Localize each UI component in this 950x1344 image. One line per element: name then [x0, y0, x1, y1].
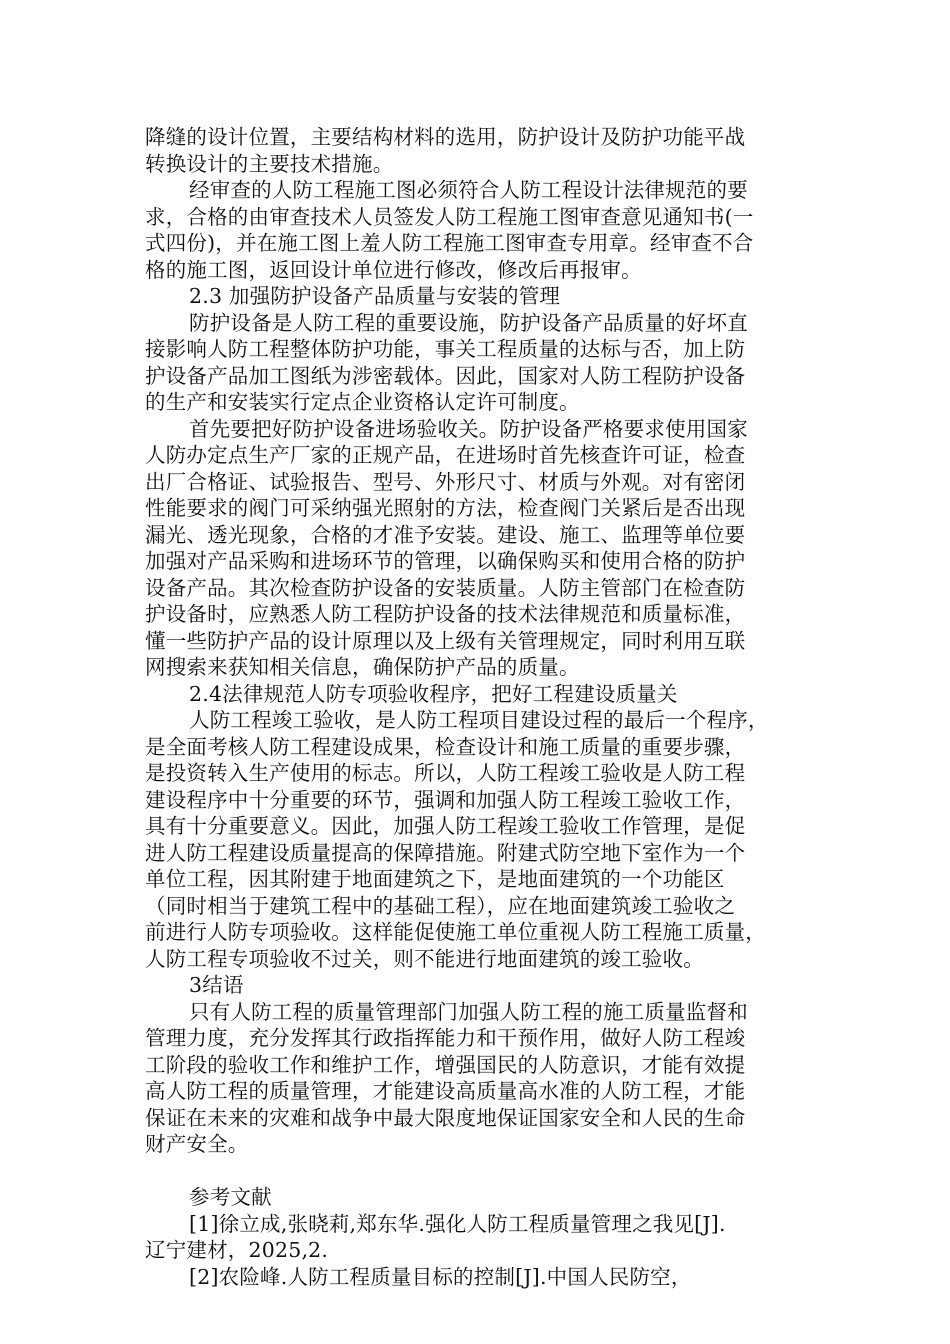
text-line: 是投资转入生产使用的标志。所以，人防工程竣工验收是人防工程	[145, 761, 746, 785]
text-line: 前进行人防专项验收。这样能促使施工单位重视人防工程施工质量，	[145, 920, 766, 944]
text-line: [1]徐立成,张晓莉,郑东华.强化人防工程质量管理之我见[J].	[189, 1211, 726, 1236]
text-line: 出厂合格证、试验报告、型号、外形尺寸、材质与外观。对有密闭	[145, 469, 746, 494]
text-line: 性能要求的阀门可采纳强光照射的方法，检查阀门关紧后是否出现	[145, 496, 746, 520]
text-line: 防护设备是人防工程的重要设施，防护设备产品质量的好坏直	[189, 310, 748, 335]
text-line: 人防工程专项验收不过关，则不能进行地面建筑的竣工验收。	[145, 946, 704, 971]
document-body	[145, 124, 805, 1290]
text-line: 护设备时，应熟悉人防工程防护设备的技术法律规范和质量标准，	[145, 602, 746, 626]
text-line: 工阶段的验收工作和维护工作，增强国民的人防意识，才能有效提	[145, 1052, 746, 1077]
text-line: 式四份)，并在施工图上羞人防工程施工图审查专用章。经审查不合	[145, 231, 754, 255]
text-line: [2]农险峰.人防工程质量目标的控制[J].中国人民防空，	[189, 1264, 692, 1289]
text-line: 格的施工图，返回设计单位进行修改，修改后再报审。	[145, 257, 642, 282]
text-line: 人防工程竣工验收，是人防工程项目建设过程的最后一个程序，	[189, 708, 769, 732]
text-line: 首先要把好防护设备进场验收关。防护设备严格要求使用国家	[189, 416, 748, 441]
text-line: 参考文献	[189, 1185, 272, 1209]
text-line: 保证在未来的灾难和战争中最大限度地保证国家安全和人民的生命	[145, 1105, 746, 1130]
text-line: 高人防工程的质量管理，才能建设高质量高水准的人防工程，才能	[145, 1079, 746, 1103]
text-line: 网搜索来获知相关信息，确保防护产品的质量。	[145, 655, 580, 679]
text-line: 财产安全。	[145, 1132, 249, 1156]
text-line: 是全面考核人防工程建设成果，检查设计和施工质量的重要步骤，	[145, 734, 746, 759]
text-line: 进人防工程建设质量提高的保障措施。附建式防空地下室作为一个	[145, 840, 746, 865]
text-line: 只有人防工程的质量管理部门加强人防工程的施工质量监督和	[189, 999, 748, 1024]
text-line: 的生产和安装实行定点企业资格认定许可制度。	[145, 390, 580, 414]
text-line: 具有十分重要意义。因此，加强人防工程竣工验收工作管理，是促	[145, 814, 746, 838]
text-line	[145, 1158, 805, 1185]
text-line: 求，合格的由审查技术人员签发人防工程施工图审查意见通知书(一	[145, 204, 754, 229]
text-line: 降缝的设计位置，主要结构材料的选用，防护设计及防护功能平战	[145, 125, 746, 149]
text-line: 设备产品。其次检查防护设备的安装质量。人防主管部门在检查防	[145, 575, 746, 600]
text-line: 接影响人防工程整体防护功能，事关工程质量的达标与否，加上防	[145, 337, 746, 361]
text-line: 单位工程，因其附建于地面建筑之下，是地面建筑的一个功能区	[145, 867, 725, 891]
text-line: 3结语	[189, 973, 244, 997]
text-line: 经审查的人防工程施工图必须符合人防工程设计法律规范的要	[189, 178, 748, 202]
text-line: 管理力度，充分发挥其行政指挥能力和干预作用，做好人防工程竣	[145, 1026, 746, 1050]
text-line: （同时相当于建筑工程中的基础工程），应在地面建筑竣工验收之	[145, 893, 736, 918]
text-line: 加强对产品采购和进场环节的管理，以确保购买和使用合格的防护	[145, 549, 746, 573]
text-line: 建设程序中十分重要的环节，强调和加强人防工程竣工验收工作，	[145, 787, 746, 812]
text-line: 人防办定点生产厂家的正规产品，在进场时首先核查许可证，检查	[145, 443, 746, 467]
text-line: 护设备产品加工图纸为涉密载体。因此，国家对人防工程防护设备	[145, 363, 746, 388]
text-line: 辽宁建材，2025,2.	[145, 1238, 329, 1262]
text-line: 2.3 加强防护设备产品质量与安装的管理	[189, 284, 561, 308]
text-line: 转换设计的主要技术措施。	[145, 151, 394, 176]
text-line: 漏光、透光现象，合格的才准予安装。建设、施工、监理等单位要	[145, 522, 746, 547]
text-line: 2.4法律规范人防专项验收程序，把好工程建设质量关	[189, 681, 678, 706]
text-line: 懂一些防护产品的设计原理以及上级有关管理规定，同时利用互联	[145, 628, 746, 653]
